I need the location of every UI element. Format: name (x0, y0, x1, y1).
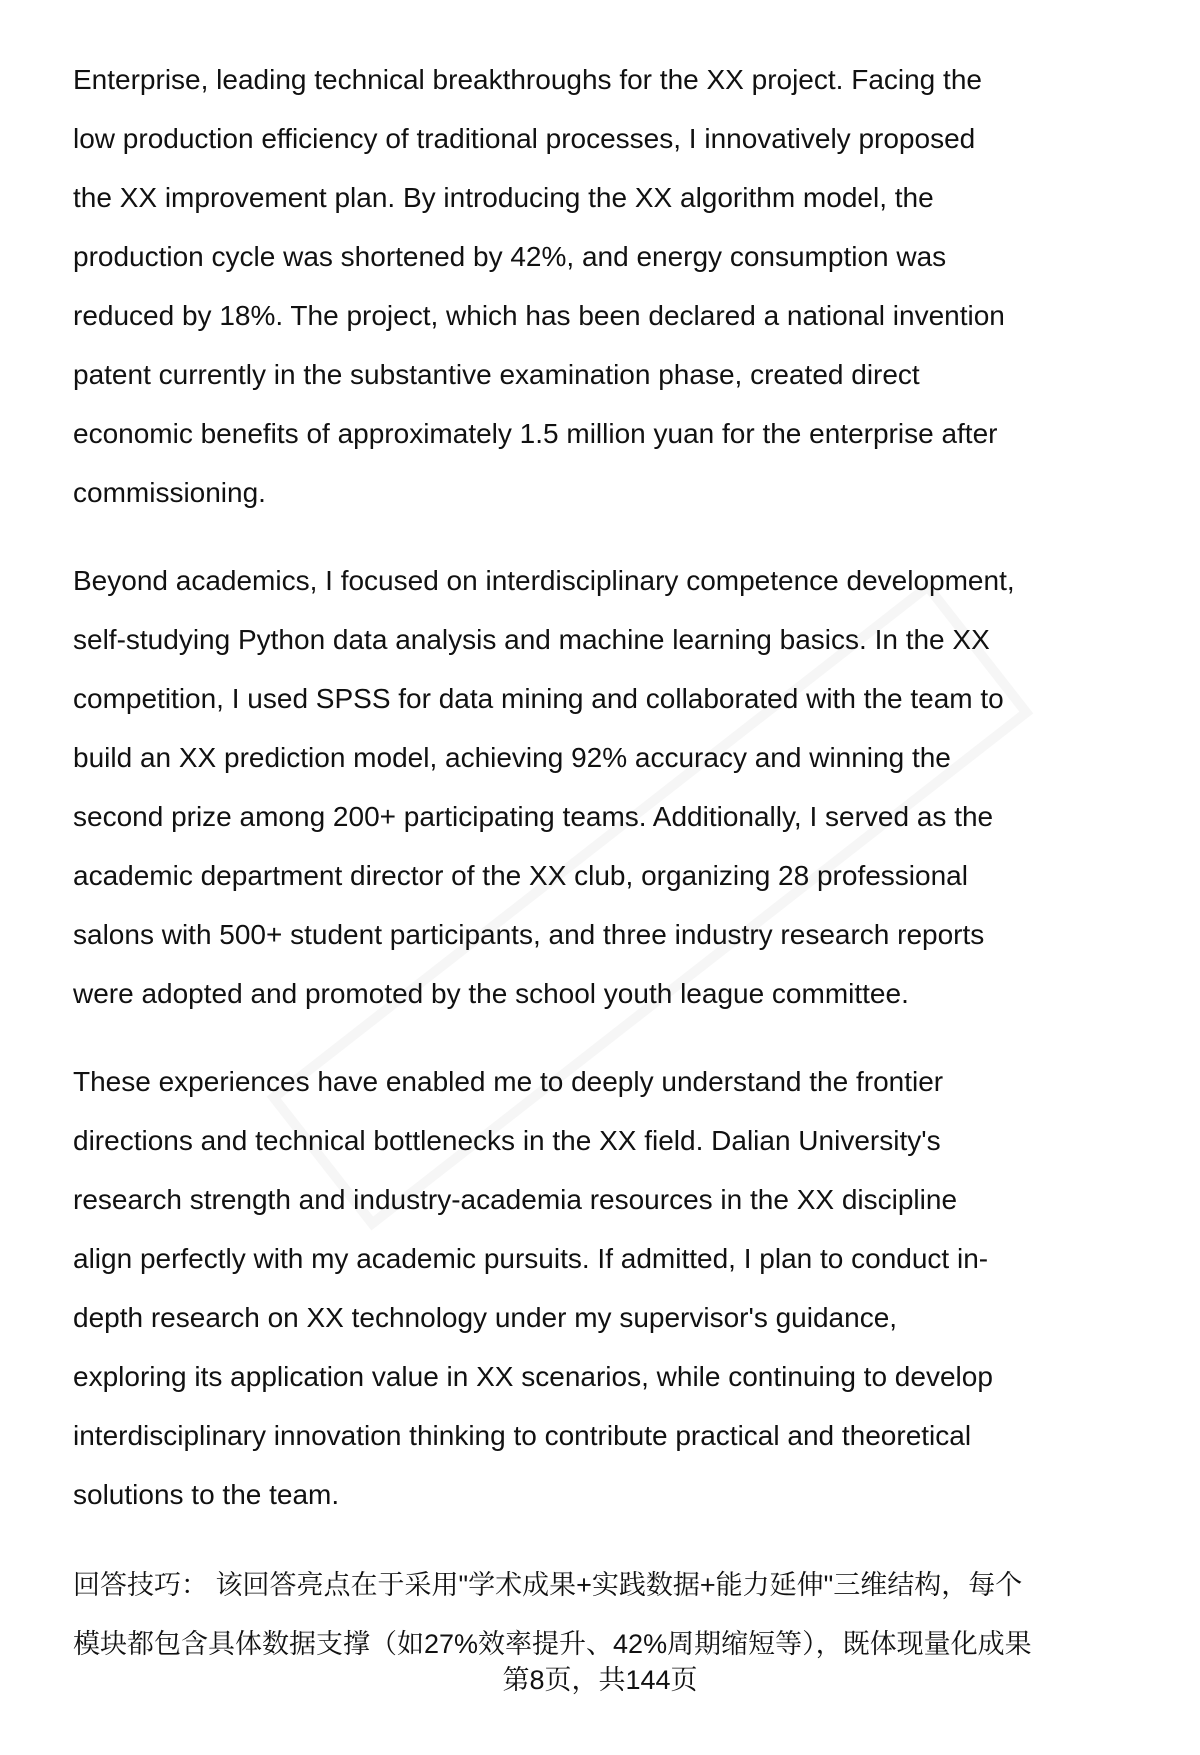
text-line: Beyond academics, I focused on interdisciplinary competence development, (73, 565, 1015, 596)
paragraph-3 (73, 1052, 1153, 1524)
text-line: low production efficiency of traditional processes, I innovatively proposed (73, 123, 976, 154)
text-line: commissioning. (73, 477, 266, 508)
text-line: were adopted and promoted by the school youth league committee. (73, 978, 909, 1009)
tip-line: 模块都包含具体数据支撑（如27%效率提升、42%周期缩短等），既体现量化成果 (73, 1629, 1032, 1659)
text-line: solutions to the team. (73, 1479, 340, 1510)
paragraph-2 (73, 551, 1153, 1023)
paragraph-1 (73, 50, 1153, 522)
text-line: patent currently in the substantive examination phase, created direct (73, 359, 920, 390)
text-line: These experiences have enabled me to deeply understand the frontier (73, 1066, 944, 1097)
text-line: the XX improvement plan. By introducing the XX algorithm model, the (73, 182, 934, 213)
tip-line: 回答技巧： 该回答亮点在于采用"学术成果+实践数据+能力延伸"三维结构，每个 (73, 1570, 1023, 1600)
text-line: reduced by 18%. The project, which has been declared a national invention (73, 300, 1005, 331)
text-line: build an XX prediction model, achieving 92% accuracy and winning the (73, 742, 951, 773)
text-line: research strength and industry-academia resources in the XX discipline (73, 1184, 958, 1215)
text-line: production cycle was shortened by 42%, and energy consumption was (73, 241, 947, 272)
text-line: interdisciplinary innovation thinking to contribute practical and theoretical (73, 1420, 972, 1451)
text-line: academic department director of the XX club, organizing 28 professional (73, 860, 968, 891)
text-line: directions and technical bottlenecks in the XX field. Dalian University's (73, 1125, 941, 1156)
text-line: Enterprise, leading technical breakthroughs for the XX project. Facing the (73, 64, 982, 95)
text-line: salons with 500+ student participants, and three industry research reports (73, 919, 985, 950)
answer-tip (73, 1556, 1153, 1674)
text-line: depth research on XX technology under my supervisor's guidance, (73, 1302, 898, 1333)
text-line: exploring its application value in XX scenarios, while continuing to develop (73, 1361, 993, 1392)
text-line: self-studying Python data analysis and machine learning basics. In the XX (73, 624, 990, 655)
text-line: second prize among 200+ participating teams. Additionally, I served as the (73, 801, 994, 832)
text-line: align perfectly with my academic pursuits. If admitted, I plan to conduct in- (73, 1243, 989, 1274)
text-line: competition, I used SPSS for data mining and collaborated with the team to (73, 683, 1004, 714)
page-number: 第8页，共144页 (502, 1665, 698, 1695)
text-line: economic benefits of approximately 1.5 million yuan for the enterprise after (73, 418, 998, 449)
